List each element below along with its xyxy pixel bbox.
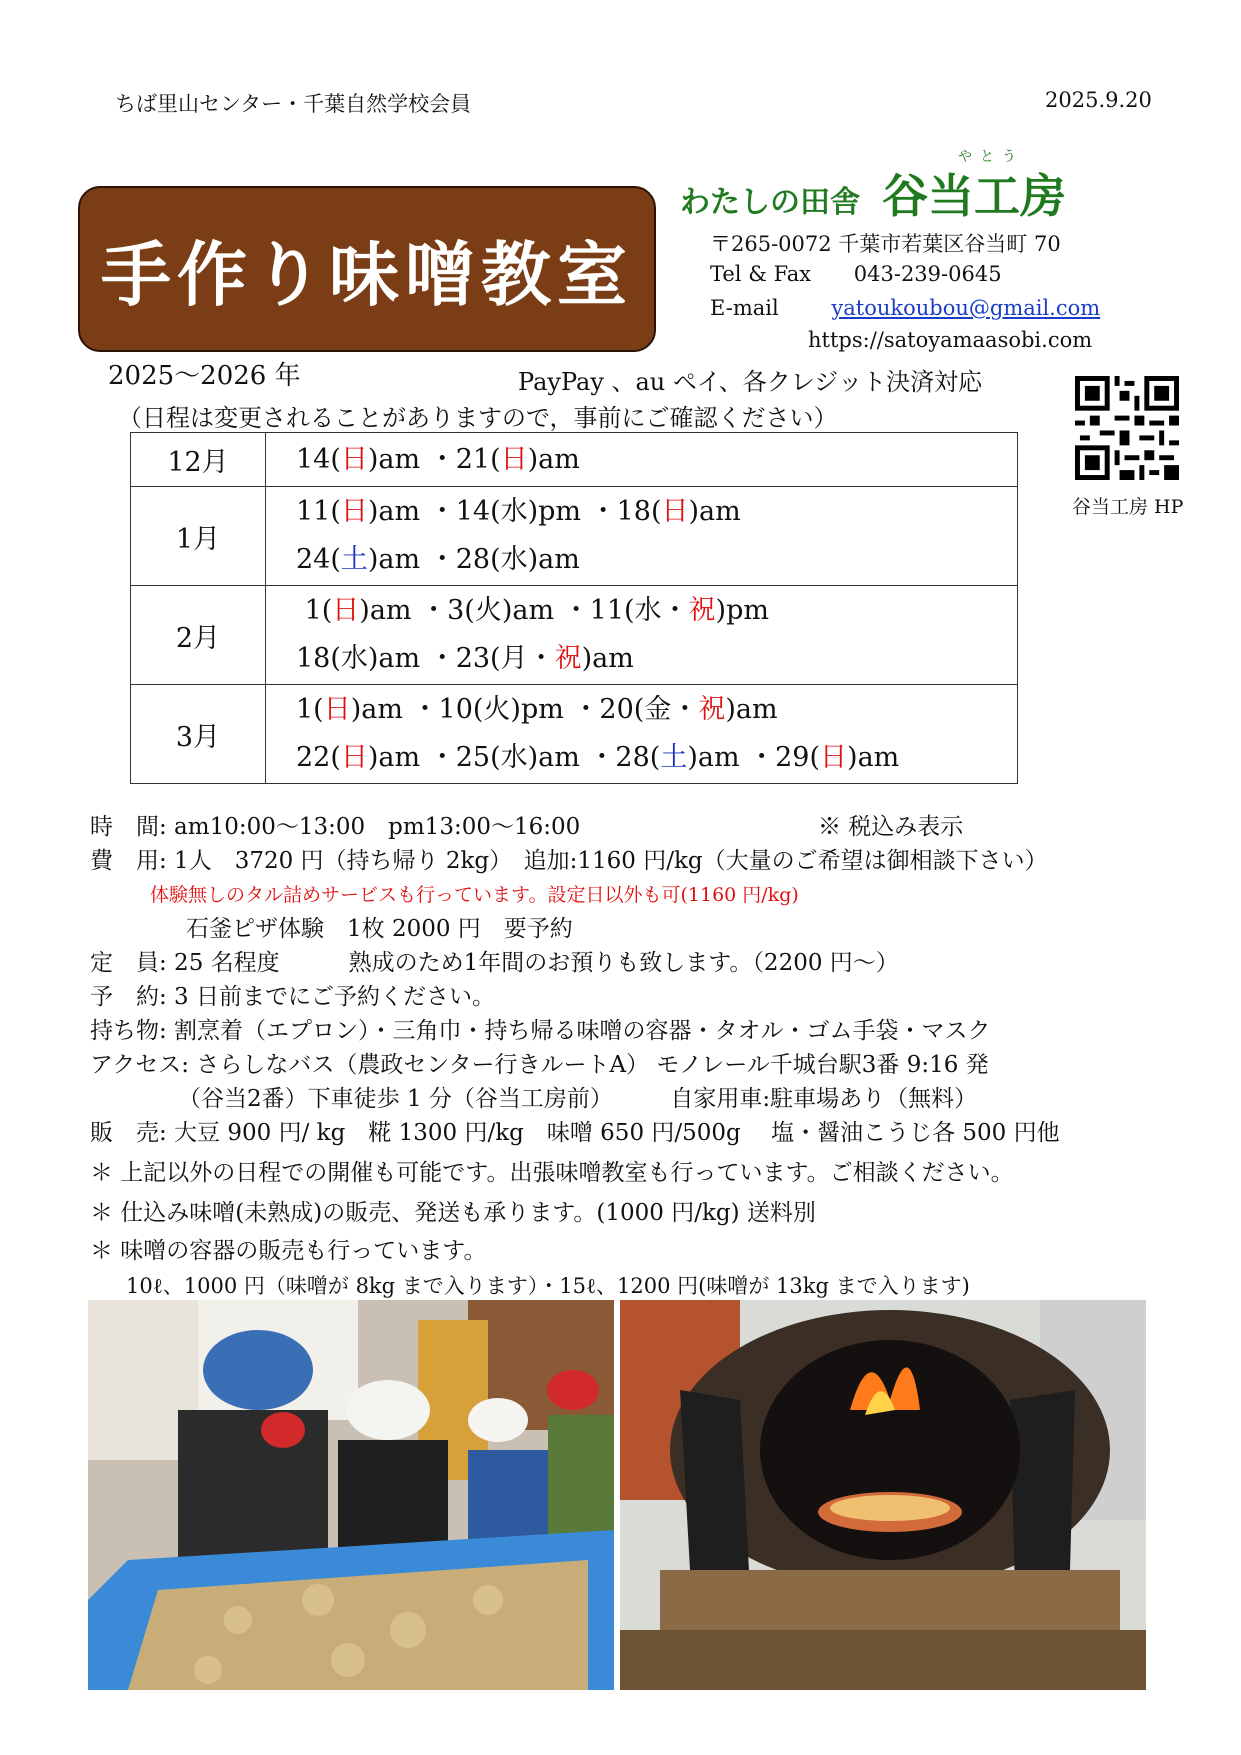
weekday-marker: 祝 [688, 595, 716, 626]
weekday-marker: 日 [340, 496, 368, 527]
title-banner [78, 186, 656, 352]
date-text: )am ・28(水)am [367, 544, 580, 575]
tel-number: 043-239-0645 [853, 262, 1002, 286]
brand-logo [680, 160, 1066, 226]
stone-oven-photo [620, 1300, 1146, 1690]
email-link[interactable]: yatoukoubou@gmail.com [831, 296, 1101, 320]
reservation-row: 予 約: 3 日前までにご予約ください。 [90, 984, 496, 1010]
miso-making-photo [88, 1300, 614, 1690]
weekday-marker: 土 [340, 544, 368, 575]
date-text: 14( [296, 443, 341, 475]
schedule-row [131, 433, 1018, 487]
sales-row: 販 売: 大豆 900 円/ kg 糀 1300 円/kg 味噌 650 円/500g 塩・醤油こうじ各 500 円他 [90, 1120, 1060, 1146]
date-text: )am [688, 496, 741, 527]
qr-code[interactable] [1075, 376, 1179, 480]
schedule-date-line [296, 734, 1016, 782]
schedule-table [130, 432, 1018, 784]
weekday-marker: 日 [820, 742, 848, 773]
tel-row [710, 262, 1002, 286]
schedule-month: 2月 [131, 586, 266, 685]
note-3: ＊ 味噌の容器の販売も行っています。 [90, 1238, 487, 1264]
brand-name: 谷当工房 [882, 169, 1066, 223]
schedule-date-line [296, 488, 1016, 536]
postal-address: 〒265-0072 千葉市若葉区谷当町 70 [710, 232, 1061, 256]
schedule-note: （日程は変更されることがありますので，事前にご確認ください） [118, 404, 838, 432]
schedule-month: 3月 [131, 685, 266, 784]
schedule-month: 1月 [131, 487, 266, 586]
date-text: 1( [296, 595, 333, 626]
time-row: 時 間: am10:00～13:00 pm13:00～16:00 [90, 814, 581, 840]
date-text: )am ・14(水)pm ・18( [367, 496, 662, 527]
date-text: )am [527, 443, 580, 475]
date-text: )am ・3(火)am ・11(水・ [359, 595, 689, 626]
brand-tagline: わたしの田舎 [680, 185, 860, 220]
schedule-dates [266, 685, 1018, 784]
brand-ruby: やとう [958, 149, 1024, 165]
schedule-date-line [296, 686, 1016, 734]
date-text: )am ・10(火)pm ・20(金・ [350, 694, 699, 725]
schedule-dates [266, 433, 1018, 487]
date-text: 24( [296, 544, 341, 575]
schedule-date-line [296, 635, 1016, 683]
organization-label: ちば里山センター・千葉自然学校会員 [115, 92, 472, 116]
weekday-marker: 日 [661, 496, 689, 527]
schedule-date-line [296, 436, 1016, 484]
note-1: ＊ 上記以外の日程での開催も可能です。出張味噌教室も行っています。ご相談ください。 [90, 1160, 1014, 1186]
access-row: アクセス: さらしなバス（農政センター行きルートA） モノレール千城台駅3番 9:16 発 [90, 1052, 989, 1078]
fee-row: 費 用: 1人 3720 円（持ち帰り 2kg） 追加:1160 円/kg（大量のご希望は御相談下さい） [90, 848, 1048, 874]
tax-note: ※ 税込み表示 [818, 814, 964, 840]
access-row-2: （谷当2番）下車徒歩 1 分（谷当工房前） 自家用車:駐車場あり（無料） [178, 1086, 978, 1112]
capacity-row: 定 員: 25 名程度 熟成のため1年間のお預りも致します。（2200 円～） [90, 950, 899, 976]
date-text: )am [847, 742, 900, 773]
website-url[interactable]: https://satoyamaasobi.com [808, 328, 1093, 352]
date-text: )am ・25(水)am ・28( [367, 742, 661, 773]
weekday-marker: 日 [323, 694, 351, 725]
weekday-marker: 土 [660, 742, 688, 773]
weekday-marker: 祝 [554, 643, 582, 674]
barrel-service: 体験無しのタル詰めサービスも行っています。設定日以外も可(1160 円/kg) [150, 884, 799, 906]
schedule-row [131, 685, 1018, 784]
qr-caption: 谷当工房 HP [1072, 496, 1184, 518]
schedule-date-line [296, 587, 1016, 635]
date-text: )am ・29( [687, 742, 821, 773]
weekday-marker: 祝 [698, 694, 726, 725]
schedule-row [131, 487, 1018, 586]
date-text: 1( [296, 694, 324, 725]
container-prices: 10ℓ、1000 円（味噌が 8kg まで入ります）・15ℓ、1200 円(味噌が 13kg まで入ります) [126, 1274, 970, 1298]
weekday-marker: 日 [500, 443, 528, 475]
schedule-date-line [296, 536, 1016, 584]
weekday-marker: 日 [332, 595, 360, 626]
season-year: 2025～2026 年 [108, 361, 301, 391]
tel-label: Tel & Fax [710, 262, 812, 286]
bring-items-row: 持ち物: 割烹着（エプロン）・三角巾・持ち帰る味噌の容器・タオル・ゴム手袋・マスク [90, 1018, 991, 1044]
page-title: 手作り味噌教室 [101, 233, 633, 316]
date-text: 18(水)am ・23(月・ [296, 643, 555, 674]
date-text: )am ・21( [367, 443, 501, 475]
note-2: ＊ 仕込み味噌(未熟成)の販売、発送も承ります。(1000 円/kg) 送料別 [90, 1200, 816, 1226]
date-text: 11( [296, 496, 341, 527]
payment-methods: PayPay 、au ペイ、各クレジット決済対応 [518, 368, 983, 396]
date-text: )am [725, 694, 778, 725]
schedule-month: 12月 [131, 433, 266, 487]
schedule-dates [266, 487, 1018, 586]
date-text: )pm [715, 595, 769, 626]
issue-date: 2025.9.20 [1045, 88, 1152, 112]
schedule-row [131, 586, 1018, 685]
pizza-row: 石釜ピザ体験 1枚 2000 円 要予約 [186, 916, 573, 942]
schedule-dates [266, 586, 1018, 685]
email-row [710, 296, 1100, 320]
weekday-marker: 日 [340, 443, 368, 475]
email-label: E-mail [710, 296, 779, 320]
weekday-marker: 日 [340, 742, 368, 773]
date-text: 22( [296, 742, 341, 773]
date-text: )am [581, 643, 634, 674]
